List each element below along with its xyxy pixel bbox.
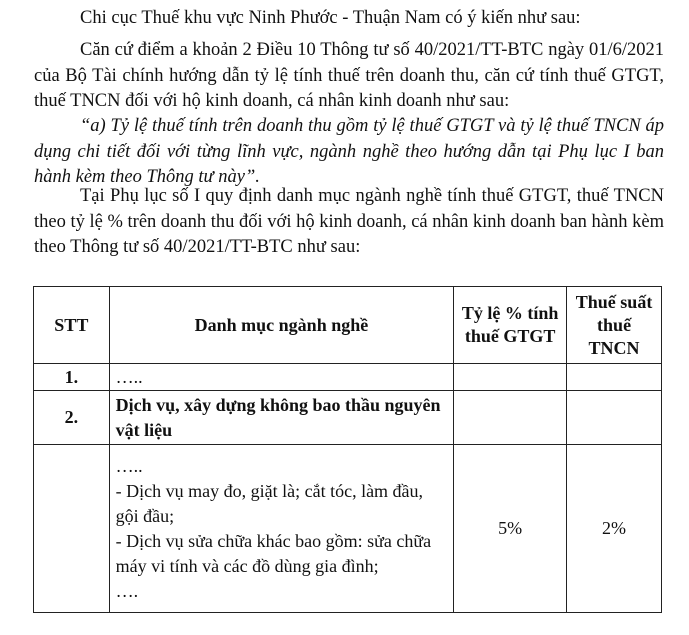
table-row — [34, 364, 662, 391]
legal-basis-paragraph: Căn cứ điểm a khoản 2 Điều 10 Thông tư số 40/2021/TT-BTC ngày 01/6/2021 của Bộ Tài chính hướng dẫn tỷ lệ tính thuế trên doanh thu, căn cứ tính thuế GTGT, thuế TNCN đối với hộ kinh doanh, cá nhân kinh doanh như sau: — [34, 40, 664, 111]
header-gtgt-rate: Tỷ lệ % tính thuế GTGT — [454, 287, 567, 364]
row-category: ….. — [109, 364, 454, 391]
row-tncn-rate — [567, 364, 662, 391]
row-stt: 1. — [34, 364, 110, 391]
list-item: - Dịch vụ sửa chữa khác bao gồm: sửa chữa máy vi tính và các đồ dùng gia đình; — [115, 530, 432, 576]
list-item: ….. — [115, 455, 143, 476]
row-tncn-rate: 2% — [567, 445, 662, 613]
header-stt: STT — [34, 287, 110, 364]
intro-paragraph: Chi cục Thuế khu vực Ninh Phước - Thuận Nam có ý kiến như sau: — [80, 8, 581, 28]
quoted-regulation-paragraph: “a) Tỷ lệ thuế tính trên doanh thu gồm tỷ lệ thuế GTGT và tỷ lệ thuế TNCN áp dụng chi tiết đối với từng lĩnh vực, ngành nghề theo hướng dẫn tại Phụ lục I ban hành kèm theo Thông tư này”. — [34, 116, 664, 187]
row-stt: 2. — [34, 391, 110, 445]
list-item: …. — [115, 580, 139, 601]
row-stt — [34, 445, 110, 613]
row-gtgt-rate: 5% — [454, 445, 567, 613]
table-row — [34, 445, 662, 613]
row-gtgt-rate — [454, 364, 567, 391]
header-category: Danh mục ngành nghề — [109, 287, 454, 364]
row-category: Dịch vụ, xây dựng không bao thầu nguyên vật liệu — [109, 391, 454, 445]
table-header-row — [34, 287, 662, 364]
row-tncn-rate — [567, 391, 662, 445]
tax-rate-table — [33, 286, 662, 613]
appendix-paragraph: Tại Phụ lục số I quy định danh mục ngành nghề tính thuế GTGT, thuế TNCN theo tỷ lệ % trên doanh thu đối với hộ kinh doanh, cá nhân kinh doanh ban hành kèm theo Thông tư số 40/2021/TT-BTC như sau: — [34, 186, 664, 257]
row-category-list — [109, 445, 454, 613]
row-gtgt-rate — [454, 391, 567, 445]
table-row — [34, 391, 662, 445]
header-tncn-rate: Thuế suất thuế TNCN — [567, 287, 662, 364]
list-item: - Dịch vụ may đo, giặt là; cắt tóc, làm đầu, gội đầu; — [115, 480, 424, 526]
